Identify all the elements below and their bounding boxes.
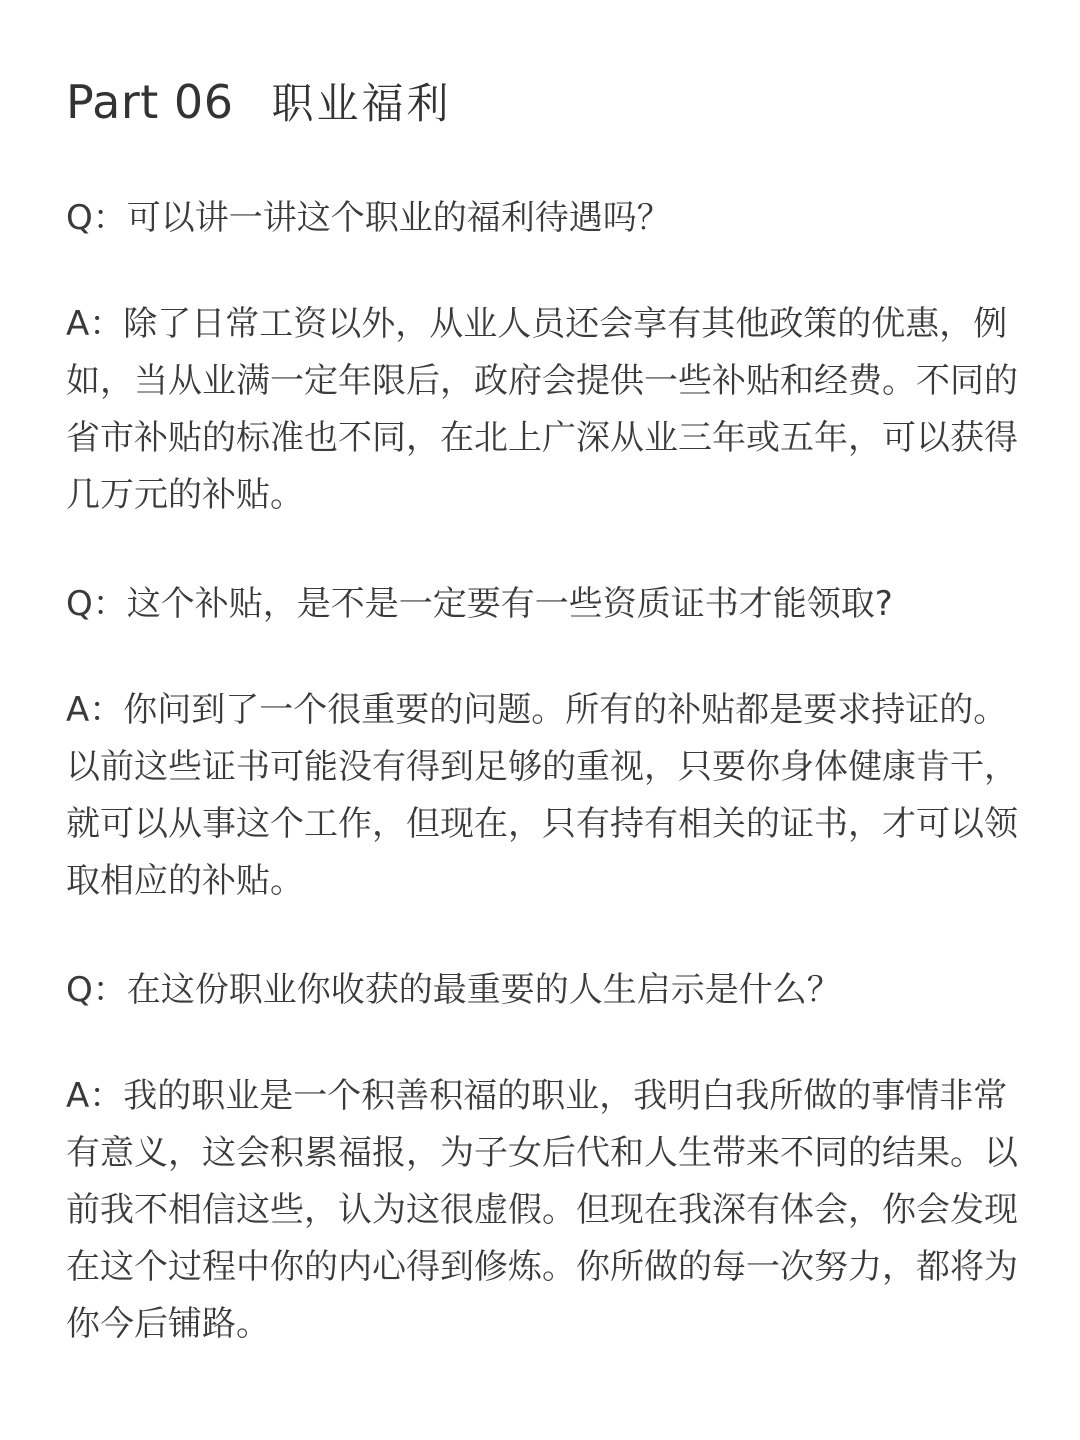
- question-3: Q：在这份职业你收获的最重要的人生启示是什么？: [66, 970, 841, 1010]
- question-1: Q：可以讲一讲这个职业的福利待遇吗？: [66, 198, 671, 238]
- section-heading: 职业福利: [271, 79, 452, 128]
- answer-3: A：我的职业是一个积善积福的职业，我明白我所做的事情非常有意义，这会积累福报，为子女后代和人生带来不同的结果。以前我不相信这些，认为这很虚假。但现在我深有体会，你会发现在这个过程中你的内心得到修炼。你所做的每一次努力，都将为你今后铺路。: [66, 1076, 1018, 1344]
- part-number: Part 06: [66, 75, 234, 129]
- answer-1: A：除了日常工资以外，从业人员还会享有其他政策的优惠，例如，当从业满一定年限后，政府会提供一些补贴和经费。不同的省市补贴的标准也不同，在北上广深从业三年或五年，可以获得几万元的补贴。: [66, 304, 1018, 515]
- answer-2: A：你问到了一个很重要的问题。所有的补贴都是要求持证的。以前这些证书可能没有得到足够的重视，只要你身体健康肯干，就可以从事这个工作，但现在，只有持有相关的证书，才可以领取相应的补贴。: [66, 690, 1018, 901]
- question-2: Q：这个补贴，是不是一定要有一些资质证书才能领取?: [66, 584, 893, 624]
- page-title: [66, 70, 451, 136]
